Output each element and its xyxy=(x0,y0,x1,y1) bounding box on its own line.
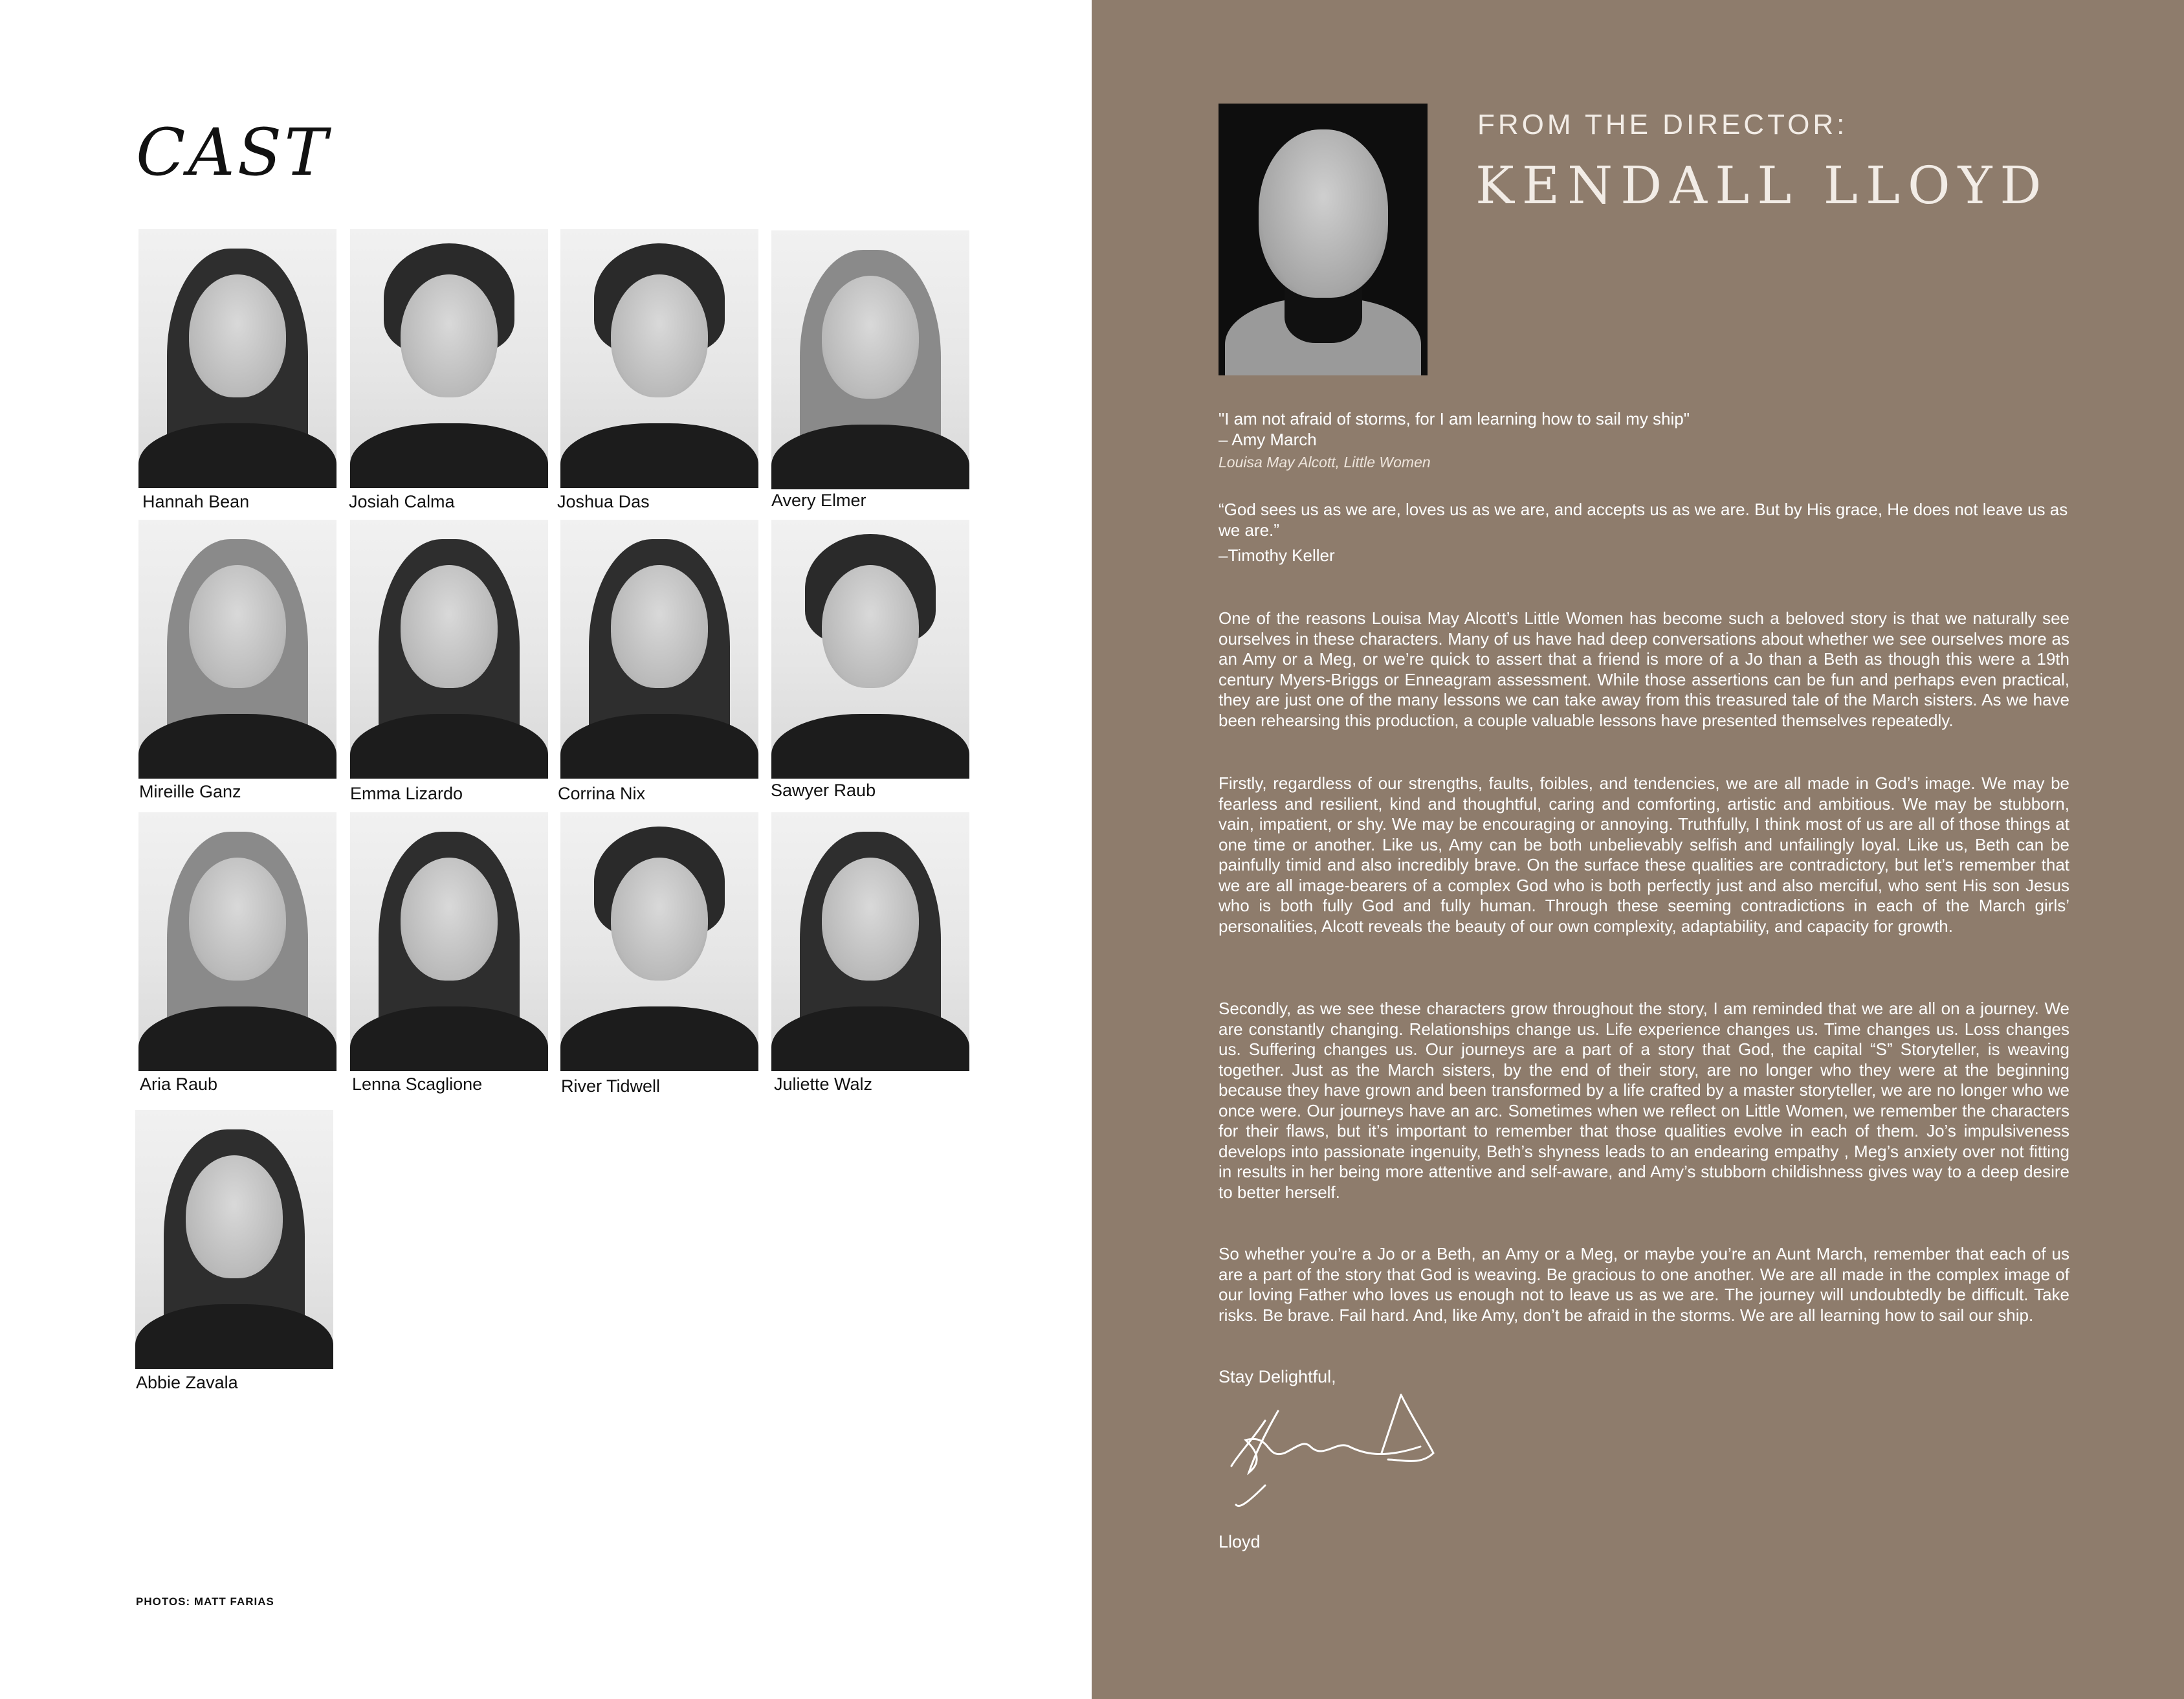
headshot-photo xyxy=(560,812,758,1071)
quote-attribution: –Timothy Keller xyxy=(1219,546,1335,565)
cast-title: CAST xyxy=(136,115,330,190)
headshot-photo xyxy=(771,230,969,489)
headshot-photo xyxy=(138,520,336,779)
cast-name: Aria Raub xyxy=(140,1074,218,1094)
headshot-photo xyxy=(350,812,548,1071)
cast-name: Avery Elmer xyxy=(771,491,866,510)
letter-paragraph: Secondly, as we see these characters grow throughout the story, I am reminded that we are all on a journey. We are constantly changing. Relationships change us. Life experience changes us. Time changes us. Loss changes us. Suffering changes us. Our journeys are a part of a story that God, the capital “S” Storyteller, is weaving together. Just as the March sisters, by the end of their story, are no longer who they were at the beginning because they have grown and been transformed by a life crafted by a master storyteller, we are no longer who we once were. Our journeys have an arc. Sometimes when we reflect on Little Women, we remember the characters for their flaws, but it’s important to remember that those qualities evolve in each of them. Jo’s impulsiveness develops into passionate ingenuity, Beth’s shyness leads to an endearing empathy , Meg’s anxiety over not fitting in results in her being more attentive and self-aware, and Amy’s stubborn childishness gives way to a deep desire to better herself. xyxy=(1219,999,2069,1202)
director-headshot xyxy=(1219,104,1428,375)
cast-name: Emma Lizardo xyxy=(350,784,463,803)
quote-text: “God sees us as we are, loves us as we are, and accepts us as we are. But by His grace, He does not leave us as we are.” xyxy=(1219,500,2068,540)
cast-name: Lenna Scaglione xyxy=(352,1074,483,1094)
headshot-photo xyxy=(560,229,758,488)
headshot-photo xyxy=(771,812,969,1071)
letter-paragraph: So whether you’re a Jo or a Beth, an Amy or a Meg, or maybe you’re an Aunt March, remember that each of us are a part of the story that God is weaving. Be gracious to one another. We are all made in the complex image of our loving Father who loves us enough not to leave us as we are. The journey will undoubtedly be difficult. Take risks. Be brave. Fail hard. And, like Amy, don’t be afraid in the storms. We are all learning how to sail our ship. xyxy=(1219,1244,2069,1325)
cast-name: Josiah Calma xyxy=(349,492,455,511)
cast-name: Juliette Walz xyxy=(774,1074,873,1094)
sign-name: Lloyd xyxy=(1219,1532,1261,1551)
photo-credit: PHOTOS: MATT FARIAS xyxy=(136,1595,274,1608)
headshot-photo xyxy=(771,520,969,779)
cast-name: Joshua Das xyxy=(557,492,650,511)
cast-name: Hannah Bean xyxy=(142,492,250,511)
letter-paragraph: One of the reasons Louisa May Alcott’s Little Women has become such a beloved story is that we naturally see ourselves in these characters. Many of us have had deep conversations about whether we see ourselves more as an Amy or a Meg, or we’re quick to assert that a friend is more of a Jo than a Beth as though this were a 19th century Myers-Briggs or Enneagram assessment. While those assertions can be fun and perhaps even practical, they are just one of the many lessons we can take away from this treasured tale of the March sisters. As we have been rehearsing this production, a couple valuable lessons have presented themselves repeatedly. xyxy=(1219,608,2069,730)
cast-name: Corrina Nix xyxy=(558,784,646,803)
quote-amy-march xyxy=(1219,409,2069,473)
quote-timothy-keller xyxy=(1219,500,2069,566)
director-heading: FROM THE DIRECTOR: xyxy=(1477,109,1848,140)
headshot-photo xyxy=(138,812,336,1071)
quote-text: "I am not afraid of storms, for I am learning how to sail my ship" xyxy=(1219,409,1690,428)
headshot-photo xyxy=(135,1110,333,1369)
cast-name: Mireille Ganz xyxy=(139,782,241,801)
signoff: Stay Delightful, xyxy=(1219,1367,1336,1386)
director-name: KENDALL LLOYD xyxy=(1475,155,2049,216)
signature-graphic xyxy=(1226,1382,1440,1511)
headshot-photo xyxy=(560,520,758,779)
cast-name: Sawyer Raub xyxy=(771,781,876,800)
headshot-photo xyxy=(138,229,336,488)
quote-attribution: – Amy March xyxy=(1219,429,1317,449)
headshot-photo xyxy=(350,520,548,779)
cast-name: Abbie Zavala xyxy=(136,1373,238,1392)
headshot-photo xyxy=(350,229,548,488)
quote-source: Louisa May Alcott, Little Women xyxy=(1219,454,1431,471)
cast-name: River Tidwell xyxy=(561,1076,661,1096)
letter-paragraph: Firstly, regardless of our strengths, faults, foibles, and tendencies, we are all made in God’s image. We may be fearless and resilient, kind and thoughtful, caring and comforting, artistic and ambitious. We may be stubborn, vain, impatient, or shy. We may be encouraging or annoying. Truthfully, I think most of us are all of those things at one time or another. Like us, Amy can be both unbelievably selfish and unfailingly loyal. Like us, Beth can be painfully timid and also incredibly brave. On the surface these qualities are contradictory, but let’s remember that we are all image-bearers of a complex God who is both perfectly just and also merciful, who sent His son Jesus who is both fully God and fully human. Through these seeming contradictions in each of the March girls’ personalities, Alcott reveals the beauty of our own complexity, adaptability, and capacity for growth. xyxy=(1219,773,2069,936)
